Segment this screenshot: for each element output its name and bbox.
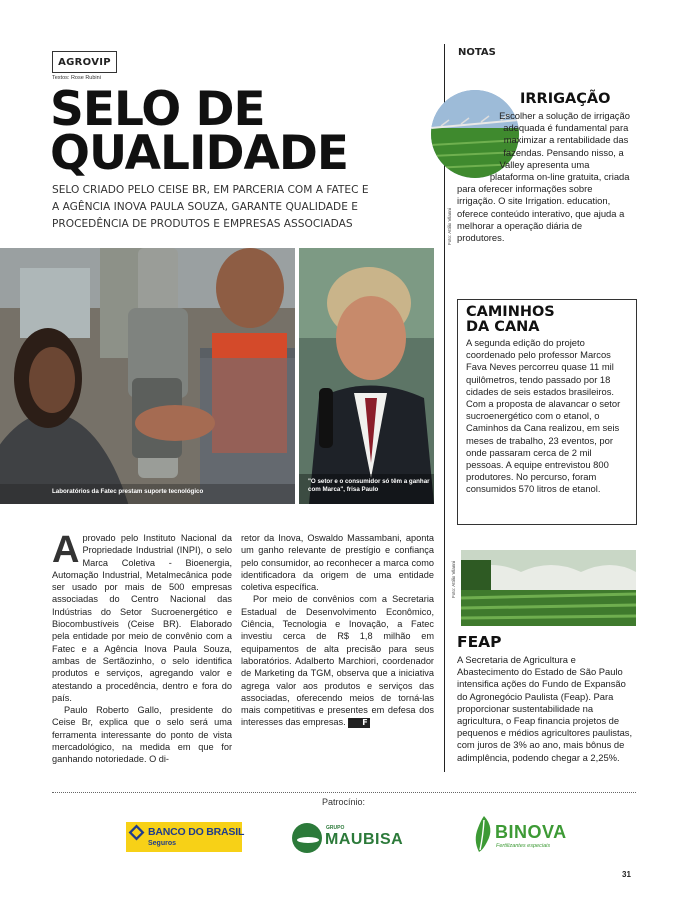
speaker-photo-caption: "O setor e o consumidor só têm a ganhar com Marca", frisa Paulo [308, 478, 430, 493]
sponsorship-label: Patrocínio: [321, 797, 366, 807]
maubisa-group-label: GRUPO [326, 825, 345, 831]
banco-do-brasil-name: BANCO DO BRASIL [148, 826, 245, 838]
feap-photo [461, 550, 636, 626]
banco-do-brasil-symbol-icon [129, 825, 145, 841]
article-paragraph-3: retor da Inova, Oswaldo Massambani, aponta um ganho relevante de prestígio e confiança pelo consumidor, ao reconhecer a marca como identificadora da origem de uma entidade coletiva específica. [241, 533, 434, 593]
drop-cap: A [52, 529, 80, 571]
binova-name: BINOVA [495, 822, 567, 842]
irrigacao-photo-credit: Foto: Attilio Vilanni [447, 208, 452, 245]
article-paragraph-1: provado pelo Instituto Nacional da Propriedade Industrial (INPI), o selo Marca Coletiva - Bioenergia, Automação Industrial, Metalmecânica pode ser usado por mais de 500 empresas associadas do Centro Nacional das Indústrias do Setor Sucroenergético e Biocombustíveis (Ceise BR). Elaborado pela entidade por meio de convênio com a Fatec e a Agência Inova Paula Souza, ambas de Sertãozinho, o selo identifica produtos e serviços, agregando valor e atestando a procedência, dentro e fora do país. [52, 533, 232, 703]
binova-logo[interactable] [473, 814, 568, 854]
feap-photo-credit: Foto: Attilio Vilanni [451, 561, 456, 598]
binova-leaf-icon [473, 814, 495, 852]
end-mark: F [348, 718, 369, 728]
feap-title: FEAP [457, 633, 502, 651]
irrigacao-text [457, 110, 632, 244]
irrigacao-title: IRRIGAÇÃO [520, 91, 611, 107]
byline: Textos: Rose Rubini [52, 75, 101, 81]
footer-divider [52, 792, 636, 793]
article-column-1 [52, 529, 232, 766]
lab-photo-illustration [0, 248, 295, 504]
banco-do-brasil-sub: Seguros [148, 840, 177, 847]
cana-text: A segunda edição do projeto coordenado pelo professor Marcos Fava Neves percorreu quase 11 mil quilômetros, tendo passado por 18 cidades de seis estados brasileiros. Com a proposta de alavancar o setor sucroenergético com o etanol, o Caminhos da Cana realizou, em seis meses de trabalho, 23 eventos, por onde passaram cerca de 2 mil pessoas. A equipe entrevistou 800 produtores. No percurso, foram consumidos 570 litros de etanol. [466, 337, 621, 495]
feap-text: A Secretaria de Agricultura e Abastecimento do Estado de São Paulo intensifica ações do Fundo de Expansão do Agronegócio Paulista (Feap). Para proporcionar sustentabilidade na agricultura, o Feap financia projetos de pequenos e médios agricultores paulistas, com juros de 3% ao ano, mais bônus de adimplência, podendo chegar a 2,25%. [457, 654, 633, 763]
section-tag: AGROVIP [52, 51, 117, 73]
page-number: 31 [622, 870, 631, 879]
caminhos-da-cana-box [457, 299, 637, 525]
lab-photo-caption: Laboratórios da Fatec prestam suporte tecnológico [52, 488, 204, 495]
cana-title-line1: CAMINHOS [466, 304, 555, 320]
speaker-photo [299, 248, 434, 504]
irrigacao-text-body: Escolher a solução de irrigação adequada é fundamental para maximizar a rentabilidade das fazendas. Pensando nisso, a Valley apresenta uma plataforma on-line gratuita, criada para oferecer informações sobre irrigação. O site Irrigation. education, oferece conteúdo interativo, que ajuda a melhorar a operação diária de produtores. [457, 110, 630, 244]
speaker-photo-illustration [299, 248, 434, 504]
maubisa-logo[interactable] [292, 823, 410, 853]
cana-title-line2: DA CANA [466, 319, 540, 335]
binova-sub: Fertilizantes especiais [496, 843, 551, 849]
article-paragraph-2: Paulo Roberto Gallo, presidente do Ceise Br, explica que o selo será uma ferramenta interessante do ponto de vista mercadológico, na medida em que for ganhando notoriedade. O di- [52, 705, 232, 765]
article-column-2 [241, 532, 434, 729]
article-paragraph-4-text: Por meio de convênios com a Secretaria Estadual de Desenvolvimento Econômico, Ciência, Tecnologia e Inovação, a Fatec investiu cerca de R$ 1,8 milhão em equipamentos de alta precisão para seus laboratórios. Adalberto Marchiori, coordenador de Marketing da TGM, observa que a iniciativa agrega valor aos produtos e serviços das associadas, oferecendo meios de torná-las mais competitivas e presentes em defesa dos interesses das empresas. [241, 594, 434, 728]
maubisa-name: MAUBISA [325, 831, 404, 848]
article-title: SELO DE QUALIDADE [50, 82, 348, 181]
lab-photo [0, 248, 295, 504]
maubisa-symbol-icon [292, 823, 322, 853]
article-deck: SELO CRIADO PELO CEISE BR, EM PARCERIA COM A FATEC E A AGÊNCIA INOVA PAULA SOUZA, GARANTE QUALIDADE E PROCEDÊNCIA DE PRODUTOS E EMPRESAS ASSOCIADAS [52, 184, 369, 230]
banco-do-brasil-logo[interactable] [126, 822, 245, 852]
article-paragraph-4 [241, 593, 434, 728]
greenhouse-photo-illustration [461, 550, 636, 626]
sidebar-label: NOTAS [458, 47, 496, 58]
